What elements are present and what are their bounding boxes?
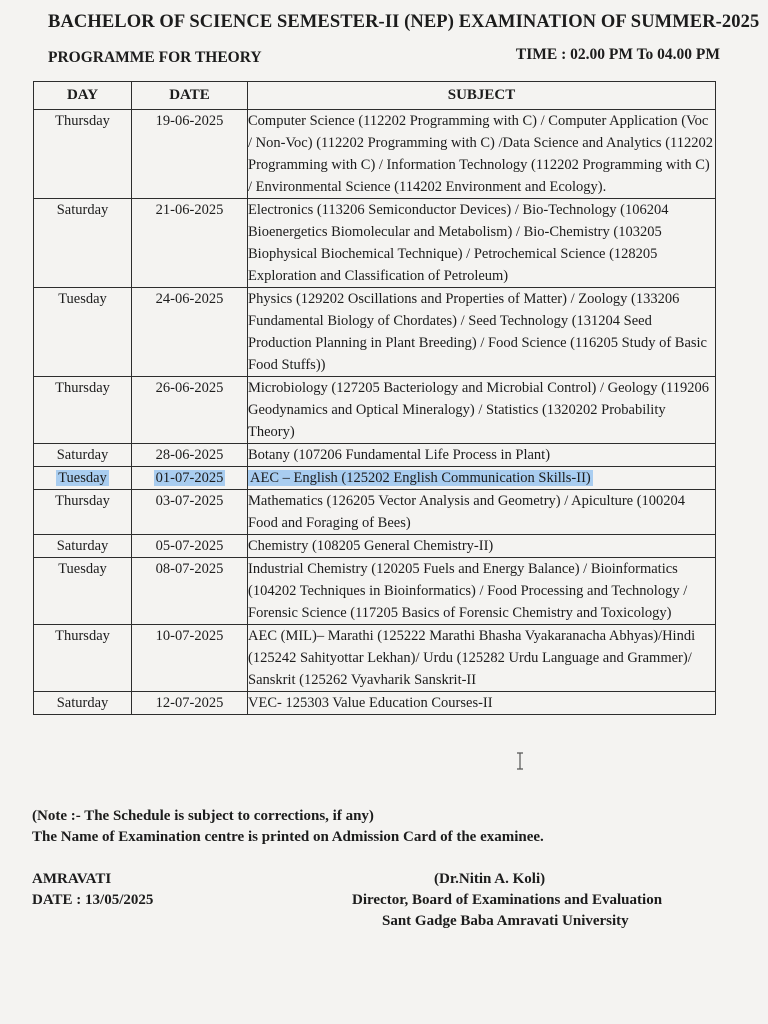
table-row bbox=[34, 444, 716, 467]
exam-schedule-table bbox=[33, 81, 716, 715]
signatory-name: (Dr.Nitin A. Koli) bbox=[434, 871, 546, 887]
row-date: 10-07-2025 bbox=[132, 625, 248, 692]
table-row bbox=[34, 490, 716, 535]
column-header-day: DAY bbox=[34, 82, 132, 110]
row-subject[interactable]: Industrial Chemistry (120205 Fuels and Energy Balance) / Bioinformatics (104202 Techniques in Bioinformatics) / Food Processing and Technology / Forensic Science (117205 Basics of Forensic Chemistry and Toxicology) bbox=[248, 558, 716, 625]
row-subject[interactable]: Physics (129202 Oscillations and Properties of Matter) / Zoology (133206 Fundamental Biology of Chordates) / Seed Technology (131204 Seed Production Planning in Plant Breeding) / Food Science (116205 Study of Basic Food Stuffs)) bbox=[248, 288, 716, 377]
row-day bbox=[34, 467, 132, 490]
table-row bbox=[34, 199, 716, 288]
signatory-title: Director, Board of Examinations and Evaluation bbox=[352, 892, 663, 908]
table-row bbox=[34, 558, 716, 625]
row-day: Saturday bbox=[34, 199, 132, 288]
row-date: 19-06-2025 bbox=[132, 110, 248, 199]
row-subject[interactable]: Microbiology (127205 Bacteriology and Microbial Control) / Geology (119206 Geodynamics and Optical Mineralogy) / Statistics (1320202 Probability Theory) bbox=[248, 377, 716, 444]
row-date: 24-06-2025 bbox=[132, 288, 248, 377]
selected-text[interactable]: 01-07-2025 bbox=[155, 470, 224, 486]
row-day: Thursday bbox=[34, 490, 132, 535]
row-subject[interactable]: VEC- 125303 Value Education Courses-II bbox=[248, 692, 716, 715]
row-subject[interactable]: AEC (MIL)– Marathi (125222 Marathi Bhasha Vyakaranacha Abhyas)/Hindi (125242 Sahityottar Lekhan)/ Urdu (125282 Urdu Language and Grammer)/ Sanskrit (125262 Vyavharik Sanskrit-II bbox=[248, 625, 716, 692]
row-day: Saturday bbox=[34, 535, 132, 558]
row-date: 08-07-2025 bbox=[132, 558, 248, 625]
row-date bbox=[132, 467, 248, 490]
row-subject[interactable]: Electronics (113206 Semiconductor Devices) / Bio-Technology (106204 Bioenergetics Biomolecular and Metabolism) / Bio-Chemistry (103205 Biophysical Biochemical Technique) / Petrochemical Science (128205 Exploration and Classification of Petroleum) bbox=[248, 199, 716, 288]
schedule-note bbox=[32, 806, 544, 848]
programme-label: PROGRAMME FOR THEORY bbox=[48, 49, 262, 66]
row-date: 03-07-2025 bbox=[132, 490, 248, 535]
table-row bbox=[34, 625, 716, 692]
column-header-subject: SUBJECT bbox=[248, 82, 716, 110]
selected-text[interactable]: Tuesday bbox=[58, 470, 107, 486]
exam-time: TIME : 02.00 PM To 04.00 PM bbox=[515, 46, 720, 63]
row-date: 12-07-2025 bbox=[132, 692, 248, 715]
row-subject[interactable]: Mathematics (126205 Vector Analysis and Geometry) / Apiculture (100204 Food and Foraging of Bees) bbox=[248, 490, 716, 535]
i-beam-cursor-icon bbox=[516, 752, 524, 770]
row-subject bbox=[248, 467, 716, 490]
document-title: BACHELOR OF SCIENCE SEMESTER-II (NEP) EXAMINATION OF SUMMER-2025 bbox=[48, 12, 760, 32]
row-day: Tuesday bbox=[34, 558, 132, 625]
note-admission-card: The Name of Examination centre is printed on Admission Card of the examinee. bbox=[32, 829, 544, 845]
issue-date: DATE : 13/05/2025 bbox=[32, 892, 154, 908]
table-row bbox=[34, 377, 716, 444]
table-row bbox=[34, 110, 716, 199]
row-day: Thursday bbox=[34, 377, 132, 444]
selected-text[interactable]: AEC – English (125202 English Communication Skills-II) bbox=[250, 470, 591, 486]
row-day: Saturday bbox=[34, 444, 132, 467]
table-row bbox=[34, 692, 716, 715]
note-corrections: (Note :- The Schedule is subject to corrections, if any) bbox=[32, 808, 374, 824]
row-date: 21-06-2025 bbox=[132, 199, 248, 288]
row-day: Saturday bbox=[34, 692, 132, 715]
university-name: Sant Gadge Baba Amravati University bbox=[382, 913, 629, 929]
table-row-selected bbox=[34, 467, 716, 490]
row-subject[interactable]: Chemistry (108205 General Chemistry-II) bbox=[248, 535, 716, 558]
row-date: 05-07-2025 bbox=[132, 535, 248, 558]
column-header-date: DATE bbox=[132, 82, 248, 110]
table-row bbox=[34, 535, 716, 558]
row-subject[interactable]: Computer Science (112202 Programming with C) / Computer Application (Voc / Non-Voc) (112202 Programming with C) /Data Science and Analytics (112202 Programming with C) / Information Technology (112202 Programming with C) / Environmental Science (114202 Environment and Ecology). bbox=[248, 110, 716, 199]
table-header-row bbox=[34, 82, 716, 110]
table-row bbox=[34, 288, 716, 377]
issue-place: AMRAVATI bbox=[32, 871, 112, 887]
row-day: Thursday bbox=[34, 625, 132, 692]
row-date: 26-06-2025 bbox=[132, 377, 248, 444]
row-date: 28-06-2025 bbox=[132, 444, 248, 467]
row-subject[interactable]: Botany (107206 Fundamental Life Process in Plant) bbox=[248, 444, 716, 467]
row-day: Thursday bbox=[34, 110, 132, 199]
row-day: Tuesday bbox=[34, 288, 132, 377]
signature-block bbox=[352, 869, 682, 932]
issue-place-date bbox=[32, 869, 153, 911]
